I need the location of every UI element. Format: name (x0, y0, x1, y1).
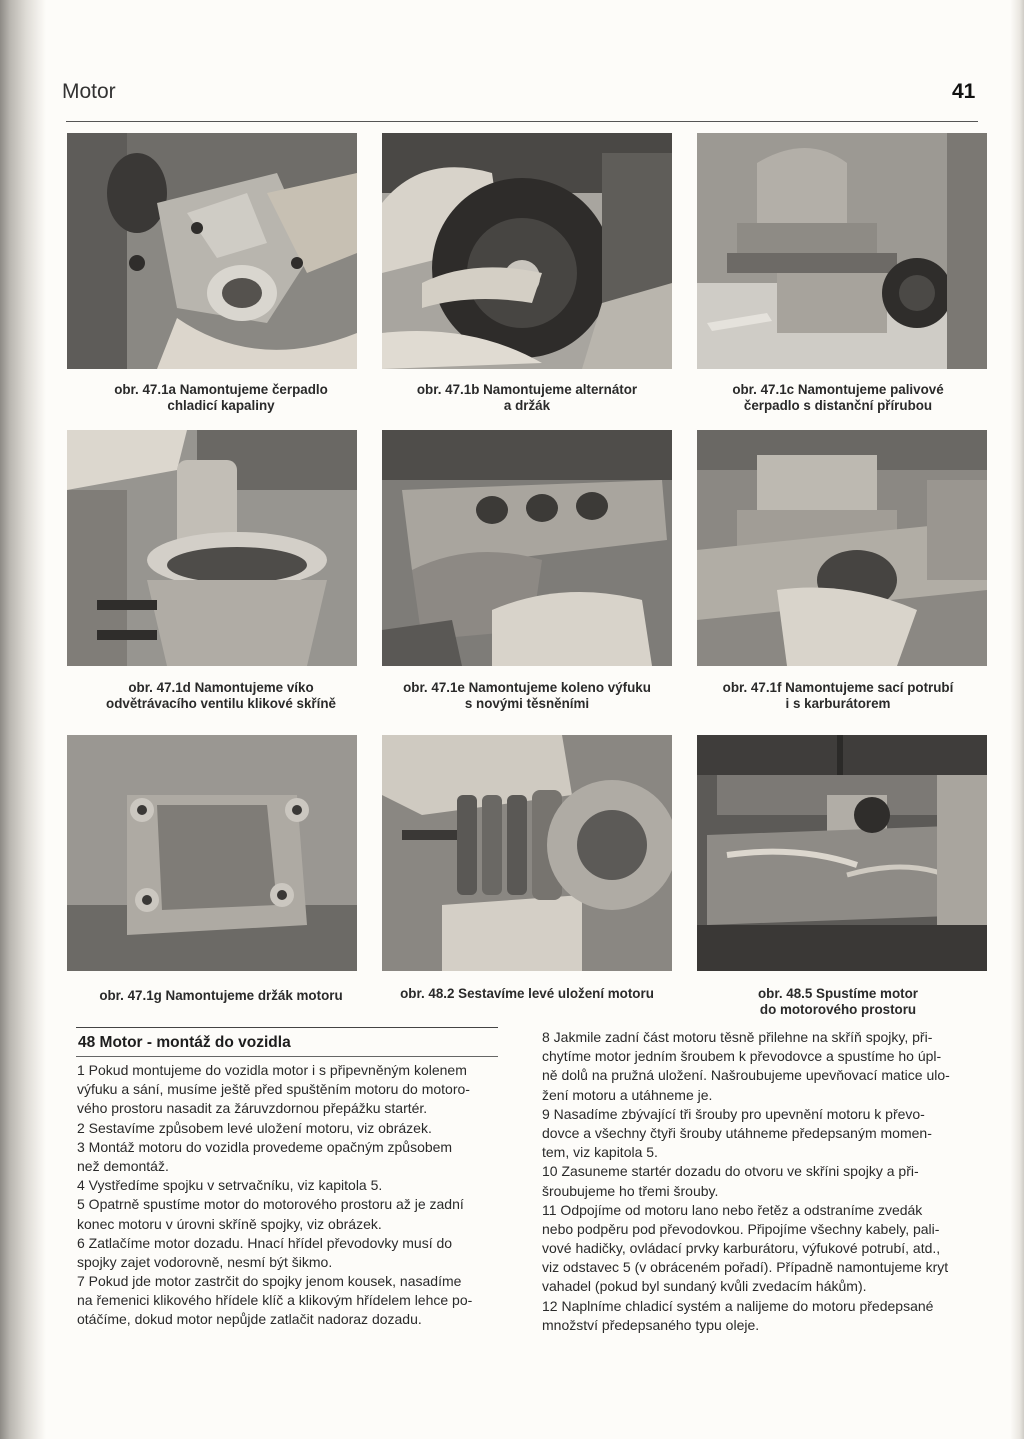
paragraph-line: tem, viz kapitola 5. (542, 1144, 658, 1161)
caption-line: a držák (503, 398, 551, 413)
figure-caption (673, 986, 1003, 1018)
photo-engine-bay (697, 735, 987, 971)
paragraph-line: 7 Pokud jde motor zastrčit do spojky jenom kousek, nasadíme (77, 1273, 462, 1290)
caption-line: obr. 47.1e Namontujeme koleno výfuku (403, 680, 651, 695)
caption-line: i s karburátorem (785, 696, 891, 711)
photo-breather-cover (67, 430, 357, 666)
photo-fuel-pump (697, 133, 987, 369)
photo-intake-manifold (697, 430, 987, 666)
figure-caption (362, 680, 692, 712)
paragraph-line: 4 Vystředíme spojku v setrvačníku, viz kapitola 5. (77, 1177, 383, 1194)
caption-line: obr. 47.1f Namontujeme sací potrubí (722, 680, 954, 695)
binding-gutter (0, 0, 46, 1439)
caption-line: obr. 47.1g Namontujeme držák motoru (99, 988, 343, 1003)
paragraph-line: spojky zajet vodorovně, nesmí být šikmo. (77, 1253, 333, 1270)
paragraph-line: vové hadičky, ovládací prvky karburátoru, výfukové potrubí, atd., (542, 1240, 941, 1257)
photo-alternator (382, 133, 672, 369)
paragraph-line: 11 Odpojíme od motoru lano nebo řetěz a odstraníme zvedák (542, 1201, 923, 1218)
photo-exhaust-manifold (382, 430, 672, 666)
paragraph-line: množství předepsaného typu oleje. (542, 1316, 760, 1333)
photo-engine-mount (382, 735, 672, 971)
caption-line: obr. 47.1d Namontujeme víko (128, 680, 314, 695)
text-column-right (542, 1028, 950, 1335)
caption-line: s novými těsněními (464, 696, 590, 711)
photo-engine-bracket (67, 735, 357, 971)
figure-caption (56, 680, 386, 712)
figure-caption (673, 382, 1003, 414)
paragraph-line: 3 Montáž motoru do vozidla provedeme opačným způsobem (77, 1138, 453, 1155)
caption-line: čerpadlo s distanční přírubou (743, 398, 933, 413)
caption-line: obr. 47.1c Namontujeme palivové (732, 382, 944, 397)
caption-line: do motorového prostoru (759, 1002, 917, 1017)
paragraph-line: vého prostoru nasadit za žáruvzdornou přepážku startér. (77, 1100, 428, 1117)
paragraph-line: 12 Naplníme chladicí systém a nalijeme do motoru předepsané (542, 1297, 934, 1314)
paragraph-line: žení motoru a utáhneme je. (542, 1086, 713, 1103)
photo-water-pump (67, 133, 357, 369)
paragraph-line: vahadel (pokud byl sundaný kvůli zvedacím hákům). (542, 1278, 867, 1295)
paragraph-line: 6 Zatlačíme motor dozadu. Hnací hřídel převodovky musí do (77, 1234, 453, 1251)
paragraph-line: konec motoru v úrovni skříně spojky, viz obrázek. (77, 1215, 382, 1232)
page-number: 41 (952, 80, 976, 103)
paragraph-line: viz odstavec 5 (v obráceném pořadí). Případně namontujeme kryt (542, 1259, 949, 1276)
caption-line: obr. 47.1a Namontujeme čerpadlo (114, 382, 328, 397)
caption-line: obr. 48.2 Sestavíme levé uložení motoru (400, 986, 654, 1001)
paragraph-line: dovce a všechny čtyři šrouby utáhneme předepsaným momen- (542, 1124, 932, 1141)
paragraph-line: 5 Opatrně spustíme motor do motorového prostoru až je zadní (77, 1196, 464, 1213)
paragraph-line: 9 Nasadíme zbývající tři šrouby pro upevnění motoru k převo- (542, 1105, 925, 1122)
section-heading: 48 Motor - montáž do vozidla (78, 1034, 291, 1051)
figure-caption (56, 382, 386, 414)
paragraph-line: než demontáž. (77, 1157, 169, 1174)
page-edge (1010, 0, 1024, 1439)
header-rule (66, 121, 978, 122)
paragraph-line: výfuku a sání, musíme ještě před spuštěním motoru do motoro- (77, 1081, 470, 1098)
caption-line: obr. 47.1b Namontujeme alternátor (416, 382, 638, 397)
paragraph-line: 1 Pokud montujeme do vozidla motor i s připevněným kolenem (77, 1062, 467, 1078)
figure-caption (673, 680, 1003, 712)
paragraph-line: 10 Zasuneme startér dozadu do otvoru ve skříni spojky a při- (542, 1163, 919, 1180)
caption-line: chladicí kapaliny (167, 398, 275, 413)
running-header-title: Motor (62, 80, 116, 103)
paragraph-line: nebo podpěru pod převodovkou. Připojíme všechny kabely, pali- (542, 1220, 940, 1237)
section-rule-top (76, 1027, 498, 1028)
figure-caption (56, 988, 386, 1004)
paragraph-line: šroubujeme ho třemi šrouby. (542, 1182, 719, 1199)
figure-caption (362, 986, 692, 1002)
section-rule-bottom (76, 1056, 498, 1057)
text-column-left (77, 1061, 472, 1330)
paragraph-line: 2 Sestavíme způsobem levé uložení motoru, viz obrázek. (77, 1119, 432, 1136)
paragraph-line: 8 Jakmile zadní část motoru těsně přilehne na skříň spojky, při- (542, 1029, 933, 1045)
caption-line: obr. 48.5 Spustíme motor (758, 986, 918, 1001)
figure-caption (362, 382, 692, 414)
paragraph-line: ně dolů na pružná uložení. Našroubujeme upevňovací matice ulo- (542, 1067, 950, 1084)
paragraph-line: na řemenici klikového hřídele klíč a klikovým hřídelem lehce po- (77, 1292, 473, 1309)
paragraph-line: otáčíme, dokud motor nepůjde zatlačit nadoraz dozadu. (77, 1311, 422, 1328)
paragraph-line: chytíme motor jedním šroubem k převodovce a spustíme ho úpl- (542, 1048, 942, 1065)
caption-line: odvětrávacího ventilu klikové skříně (106, 696, 336, 711)
